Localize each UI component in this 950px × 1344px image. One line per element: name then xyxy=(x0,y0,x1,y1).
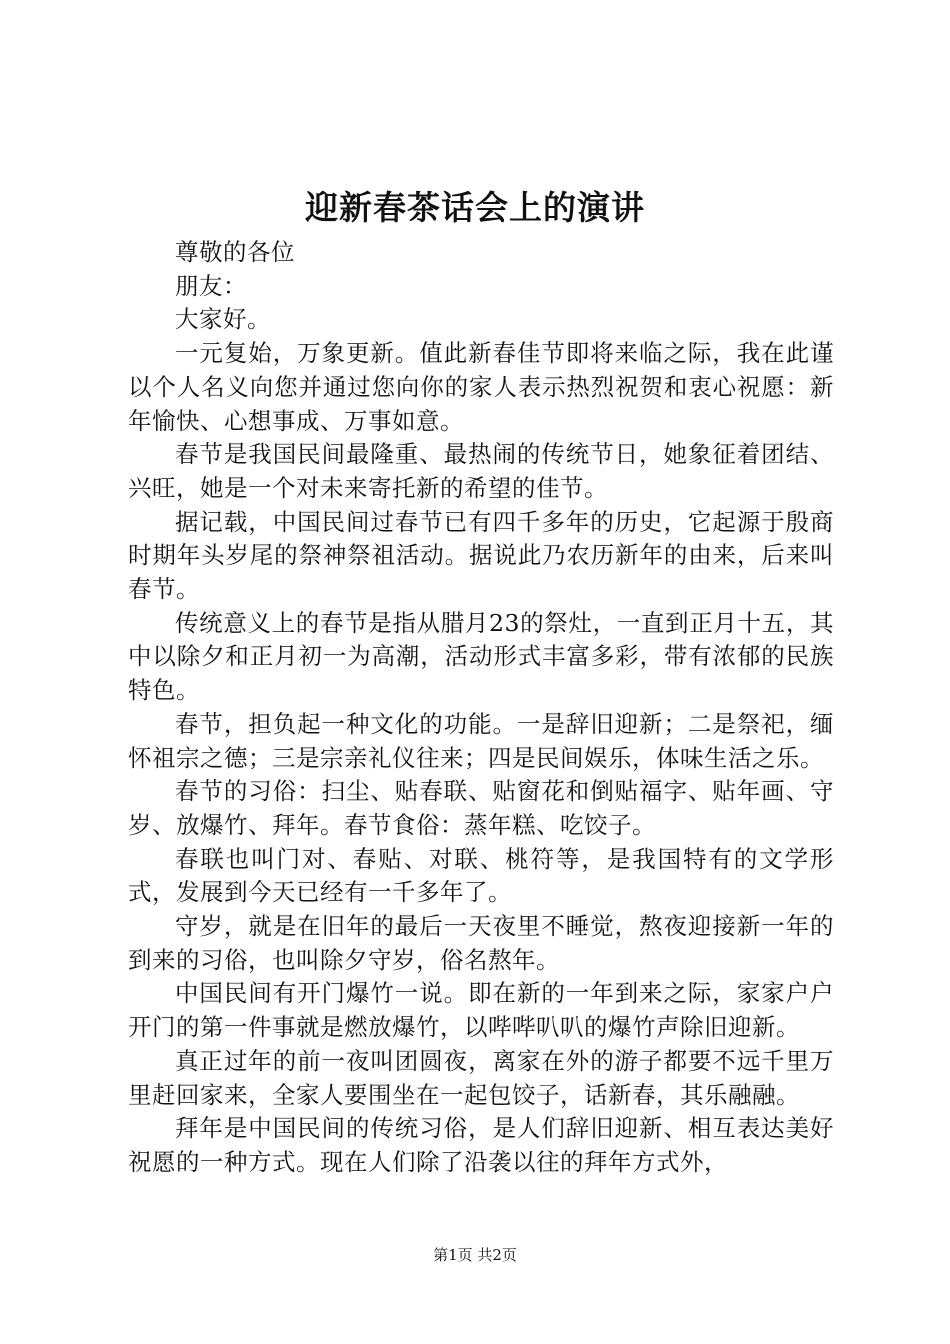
document-title: 迎新春茶话会上的演讲 xyxy=(305,188,645,227)
page-number-footer: 第1页 共2页 xyxy=(433,1246,517,1264)
paragraph: 真正过年的前一夜叫团圆夜，离家在外的游子都要不远千里万里赶回家来，全家人要围坐在一起包饺子，话新春，其乐融融。 xyxy=(128,1046,834,1109)
paragraph: 拜年是中国民间的传统习俗，是人们辞旧迎新、相互表达美好祝愿的一种方式。现在人们除了沿袭以往的拜年方式外， xyxy=(128,1114,834,1176)
paragraph: 春节，担负起一种文化的功能。一是辞旧迎新；二是祭祀，缅怀祖宗之德；三是宗亲礼仪往来；四是民间娱乐，体味生活之乐。 xyxy=(128,709,834,772)
paragraph: 大家好。 xyxy=(175,305,271,334)
paragraph: 春节的习俗：扫尘、贴春联、贴窗花和倒贴福字、贴年画、守岁、放爆竹、拜年。春节食俗：蒸年糕、吃饺子。 xyxy=(128,777,834,839)
paragraph: 一元复始，万象更新。值此新春佳节即将来临之际，我在此谨以个人名义向您并通过您向你的家人表示热烈祝贺和衷心祝愿：新年愉快、心想事成、万事如意。 xyxy=(128,339,834,435)
paragraph: 尊敬的各位 xyxy=(175,238,295,266)
document-body xyxy=(128,236,834,1180)
paragraph: 守岁，就是在旧年的最后一天夜里不睡觉，熬夜迎接新一年的到来的习俗，也叫除夕守岁，俗名熬年。 xyxy=(128,912,834,974)
paragraph: 据记载，中国民间过春节已有四千多年的历史，它起源于殷商时期年头岁尾的祭神祭祖活动。据说此乃农历新年的由来，后来叫春节。 xyxy=(128,507,834,604)
paragraph: 朋友： xyxy=(175,271,247,300)
paragraph: 中国民间有开门爆竹一说。即在新的一年到来之际，家家户户开门的第一件事就是燃放爆竹，以哔哔叭叭的爆竹声除旧迎新。 xyxy=(128,979,834,1042)
paragraph: 春联也叫门对、春贴、对联、桃符等，是我国特有的文学形式，发展到今天已经有一千多年了。 xyxy=(128,844,834,907)
paragraph: 春节是我国民间最隆重、最热闹的传统节日，她象征着团结、兴旺，她是一个对未来寄托新的希望的佳节。 xyxy=(128,440,834,502)
paragraph: 传统意义上的春节是指从腊月23的祭灶，一直到正月十五，其中以除夕和正月初一为高潮，活动形式丰富多彩，带有浓郁的民族特色。 xyxy=(128,608,834,705)
